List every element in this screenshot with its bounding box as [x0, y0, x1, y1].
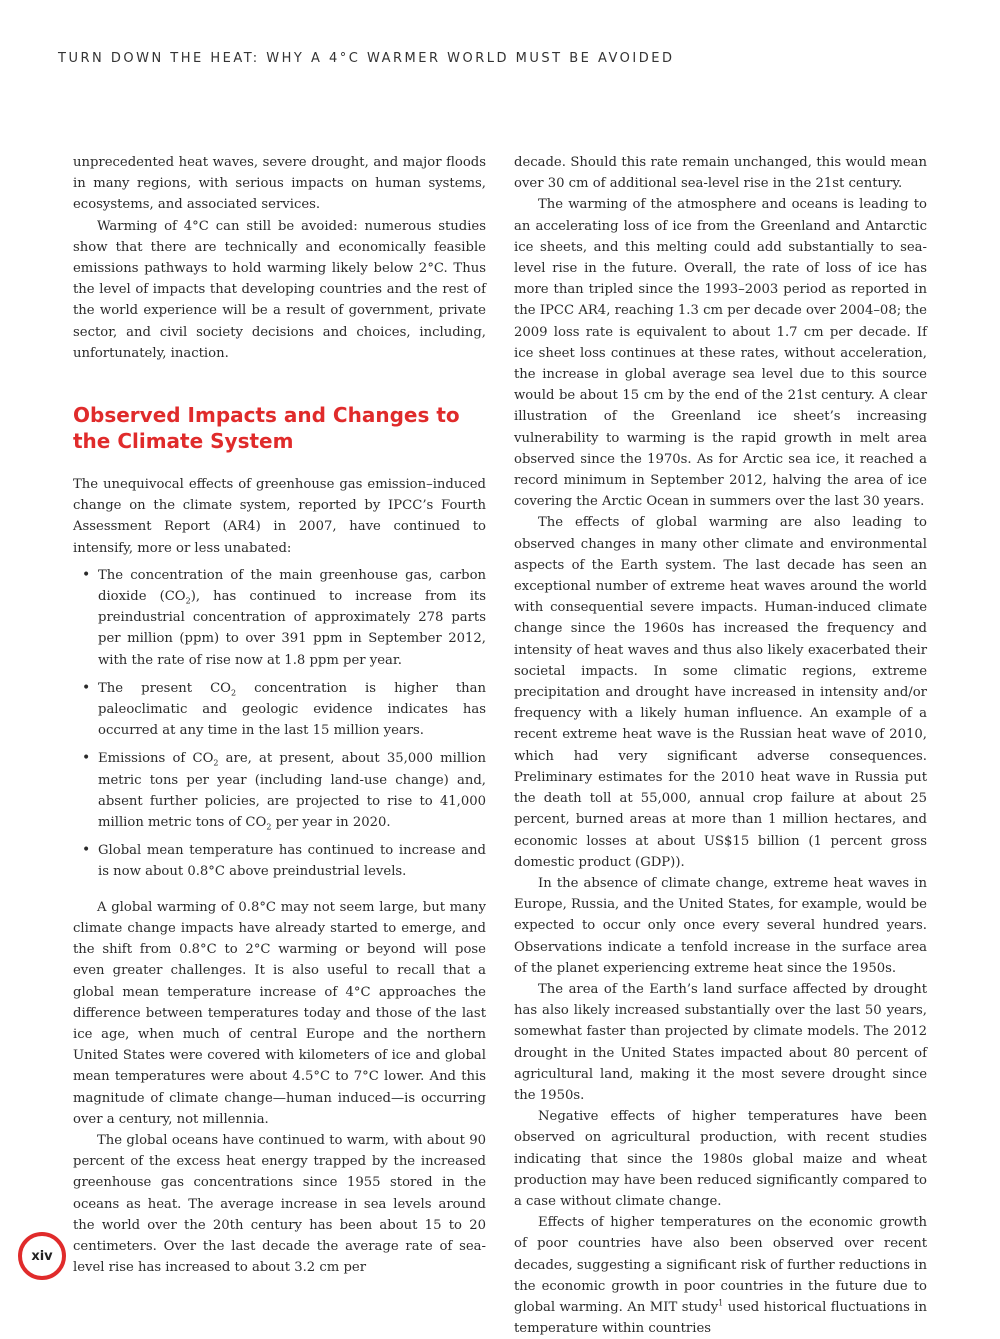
list-item: • Global mean temperature has continued to increase and is now about 0.8°C above preindustrial levels. [73, 840, 486, 882]
paragraph: The warming of the atmosphere and oceans is leading to an accelerating loss of ice from the Greenland and Antarctic ice sheets, and this melting could add substantially to sea-level rise in the future. Overall, the rate of loss of ice has more than tripled since the 1993–2003 period as reported in the IPCC AR4, reaching 1.3 cm per decade over 2004–08; the 2009 loss rate is equivalent to about 1.7 cm per decade. If ice sheet loss continues at these rates, without acceleration, the increase in global average sea level due to this source would be about 15 cm by the end of the 21st century. A clear illustration of the Greenland ice sheet’s increasing vulnerability to warming is the rapid growth in melt area observed since the 1970s. As for Arctic sea ice, it reached a record minimum in September 2012, halving the area of ice covering the Arctic Ocean in summers over the last 30 years. [514, 197, 927, 510]
footnote-ref: 1 [718, 1298, 724, 1308]
paragraph: In the absence of climate change, extreme heat waves in Europe, Russia, and the United States, for example, would be expected to occur only once every several hundred years. Observations indicate a tenfold increase in the surface area of the planet experiencing extreme heat since the 1950s. [514, 875, 927, 976]
list-item: • The concentration of the main greenhouse gas, carbon dioxide $(CO_2)$, has continued to increase from its preindustrial concentration of approximately 278 parts per million (ppm) to over 391 ppm in September 2012, with the rate of rise now at 1.8 ppm per year. [73, 565, 486, 671]
list-item: • Emissions of $CO_2$ are, at present, about 35,000 million metric tons per year (including land-use change) and, absent further policies, are projected to rise to 41,000 million metric tons of $CO_2$ per year in 2020. [73, 748, 486, 833]
page-number-badge: xiv [18, 1232, 66, 1280]
paragraph: A global warming of 0.8°C may not seem large, but many climate change impacts have already started to emerge, and the shift from 0.8°C to 2°C warming or beyond will pose even greater challenges. It is also useful to recall that a global mean temperature increase of 4°C approaches the difference between temperatures today and those of the last ice age, when much of central Europe and the northern United States were covered with kilometers of ice and global mean temperatures were about 4.5°C to 7°C lower. And this magnitude of climate change—human induced—is occurring over a century, not millennia. [73, 899, 486, 1127]
list-item: • The present $CO_2$ concentration is higher than paleoclimatic and geologic evidence indicates has occurred at any time in the last 15 million years. [73, 678, 486, 742]
paragraph: decade. Should this rate remain unchanged, this would mean over 30 cm of additional sea-level rise in the 21st century. [514, 155, 927, 192]
bullet-list [73, 565, 486, 883]
paragraph: The unequivocal effects of greenhouse gas emission–induced change on the climate system, reported by IPCC’s Fourth Assessment Report (AR4) in 2007, have continued to intensify, more or less unabated: [73, 477, 486, 556]
right-column [514, 152, 927, 1339]
paragraph: Warming of 4°C can still be avoided: numerous studies show that there are technically and economically feasible emissions pathways to hold warming likely below 2°C. Thus the level of impacts that developing countries and the rest of the world experience will be a result of government, private sector, and civil society decisions and choices, including, unfortunately, inaction. [73, 218, 486, 361]
section-heading: Observed Impacts and Changes to the Climate System [73, 403, 460, 454]
paragraph: The effects of global warming are also leading to observed changes in many other climate and environmental aspects of the Earth system. The last decade has seen an exceptional number of extreme heat waves around the world with consequential severe impacts. Human-induced climate change since the 1960s has increased the frequency and intensity of heat waves and thus also likely exacerbated their societal impacts. In some climatic regions, extreme precipitation and drought have increased in intensity and/or frequency with a likely human influence. An example of a recent extreme heat wave is the Russian heat wave of 2010, which had very significant adverse consequences. Preliminary estimates for the 2010 heat wave in Russia put the death toll at 55,000, annual crop failure at about 25 percent, burned areas at more than 1 million hectares, and economic losses at about US$15 billion (1 percent gross domestic product (GDP)). [514, 515, 927, 870]
running-header: TURN DOWN THE HEAT: WHY A 4°C WARMER WORLD MUST BE AVOIDED [58, 51, 675, 66]
paragraph: The area of the Earth’s land surface affected by drought has also likely increased substantially over the last 50 years, somewhat faster than projected by climate models. The 2012 drought in the United States impacted about 80 percent of agricultural land, making it the most severe drought since the 1950s. [514, 981, 927, 1103]
paragraph: unprecedented heat waves, severe drought, and major floods in many regions, with serious impacts on human systems, ecosystems, and associated services. [73, 155, 486, 213]
left-column [73, 152, 486, 1278]
paragraph: The global oceans have continued to warm, with about 90 percent of the excess heat energy trapped by the increased greenhouse gas concentrations since 1955 stored in the oceans as heat. The average increase in sea levels around the world over the 20th century has been about 15 to 20 centimeters. Over the last decade the average rate of sea-level rise has increased to about 3.2 cm per [73, 1132, 486, 1276]
paragraph: Effects of higher temperatures on the economic growth of poor countries have also been observed over recent decades, suggesting a significant risk of further reductions in the economic growth in poor countries in the future due to global warming. An MIT study$^1$ used historical fluctuations in temperature within countries [514, 1215, 927, 1337]
paragraph: Negative effects of higher temperatures have been observed on agricultural production, with recent studies indicating that since the 1980s global maize and wheat production may have been reduced significantly compared to a case without climate change. [514, 1109, 927, 1209]
